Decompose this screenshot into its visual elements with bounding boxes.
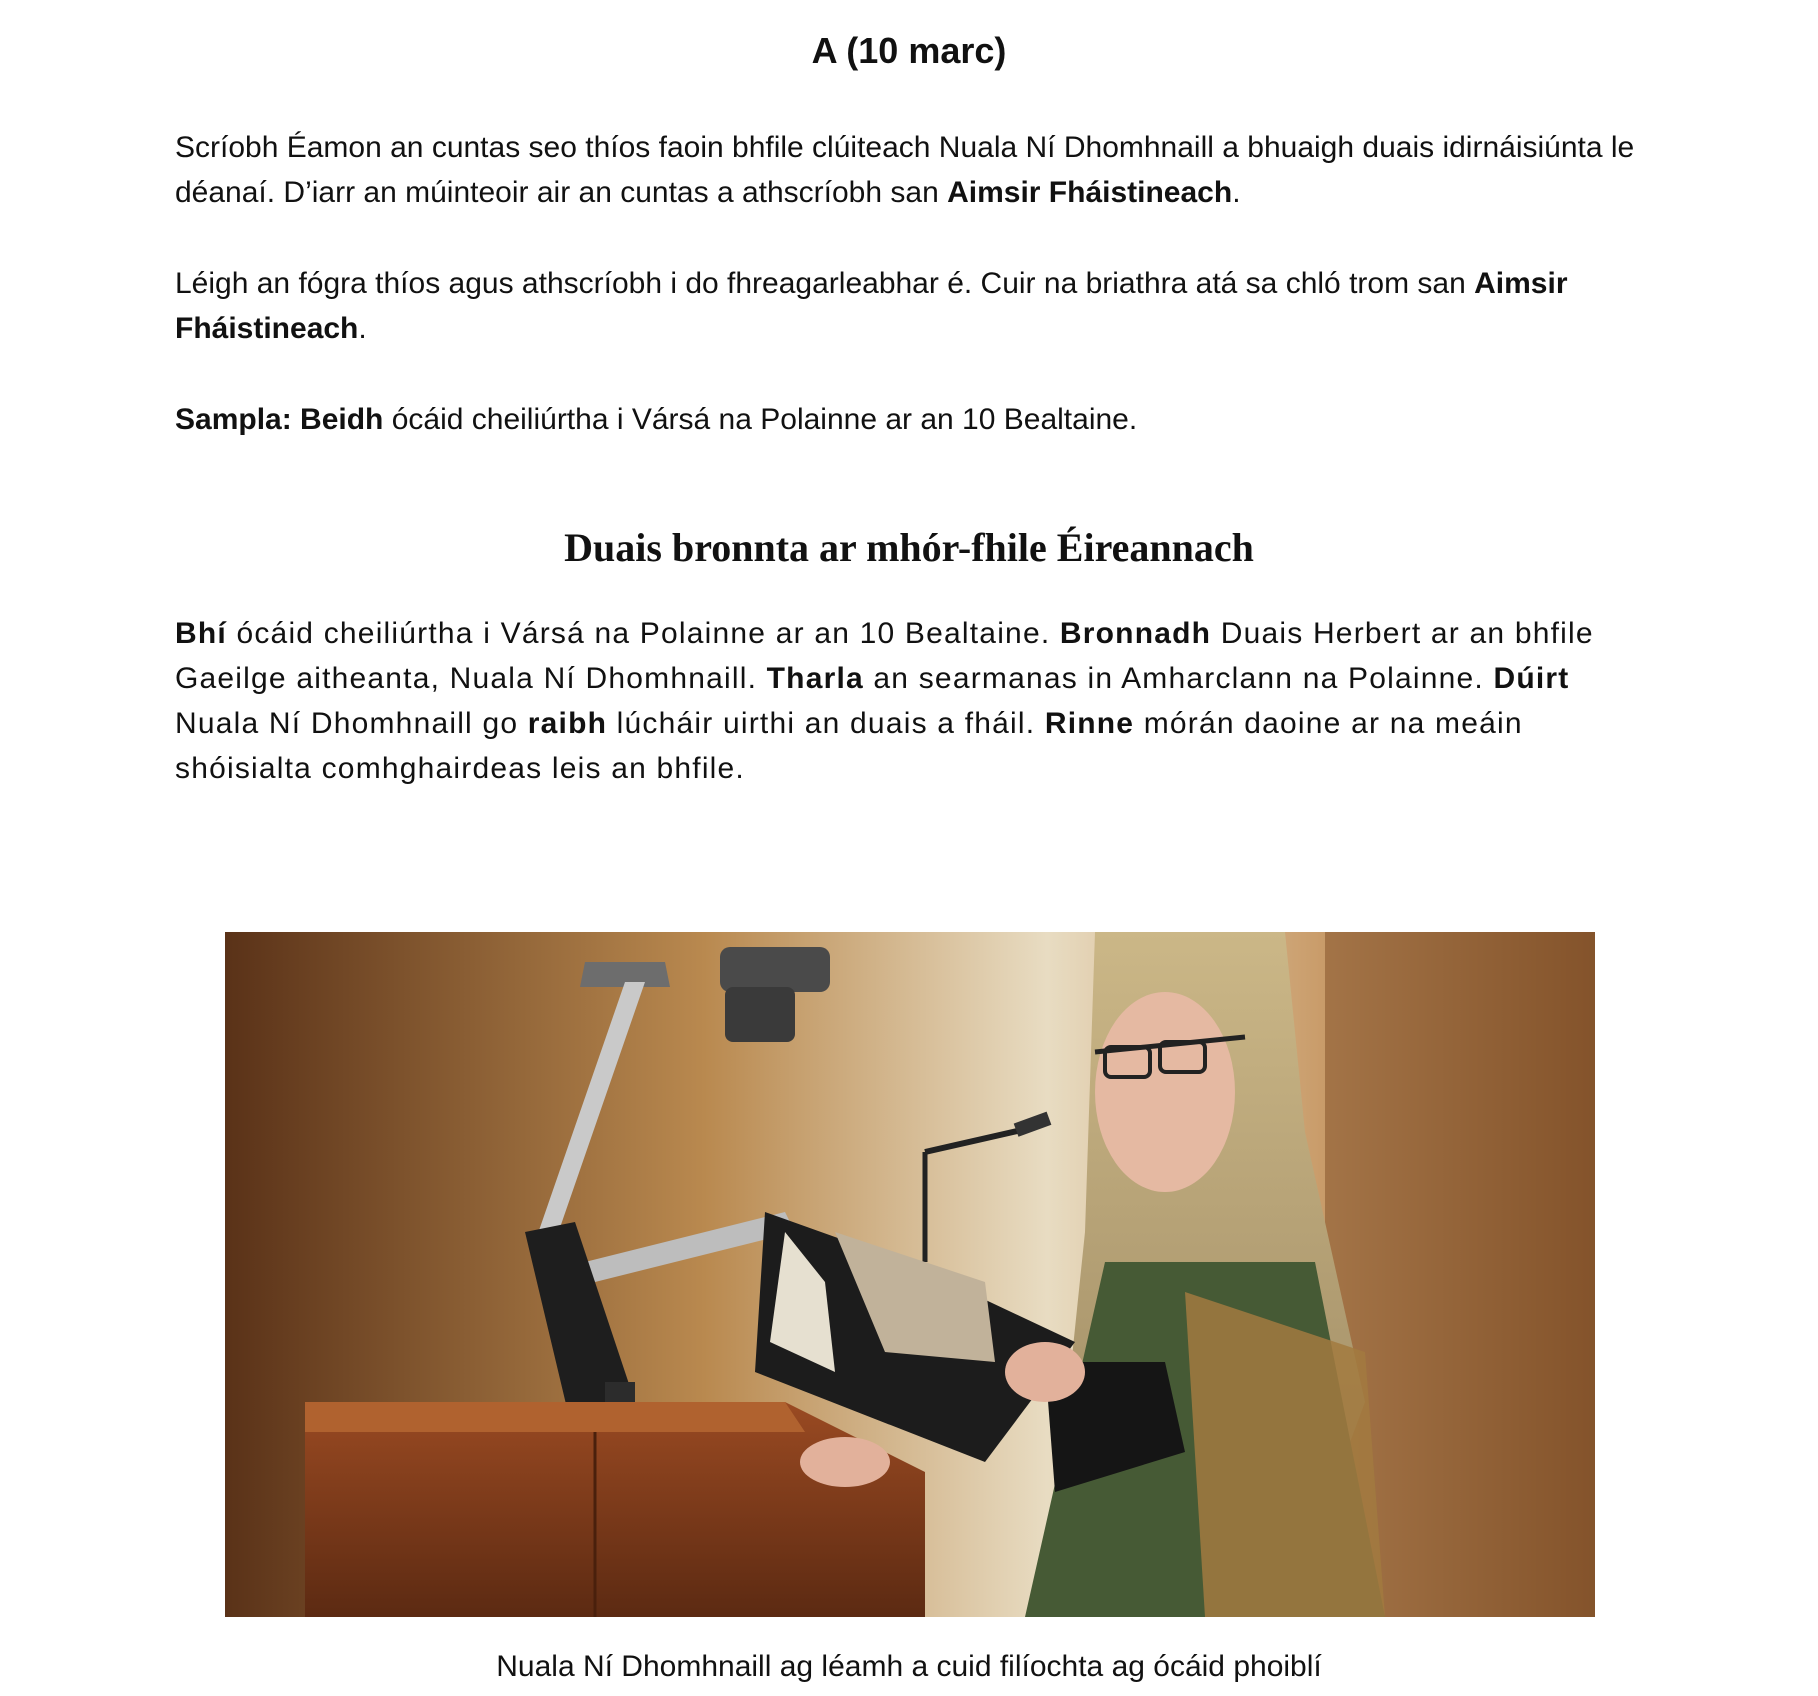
instruction-2-bold: Aimsir Fháistineach [175, 267, 1568, 345]
article-text-5: lúcháir uirthi an duais a fháil. [607, 707, 1045, 740]
instruction-2-text: Léigh an fógra thíos agus athscríobh i do fhreagarleabhar é. Cuir na briathra atá sa chló trom san [175, 267, 1475, 300]
instruction-2-end: . [358, 312, 367, 345]
verb-3: Tharla [766, 662, 864, 695]
article-text-2: Duais Herbert ar an bhfile Gaeilge aitheanta, Nuala Ní Dhomhnaill. [175, 617, 1594, 695]
sample-sentence [175, 397, 1655, 442]
sample-text: ócáid cheiliúrtha i Vársá na Polainne ar an 10 Bealtaine. [383, 403, 1138, 436]
verb-5: raibh [527, 707, 608, 740]
article-text-4: Nuala Ní Dhomhnaill go [175, 707, 528, 740]
sample-label: Sampla: Beidh [175, 403, 384, 436]
photo-caption: Nuala Ní Dhomhnaill ag léamh a cuid filíochta ag ócáid phoiblí [496, 1650, 1322, 1683]
section-heading: A (10 marc) [811, 30, 1007, 71]
article-body [175, 611, 1620, 791]
instruction-1-text: Scríobh Éamon an cuntas seo thíos faoin bhfile clúiteach Nuala Ní Dhomhnaill a bhuaigh duais idirnáisiúnta le déanaí. D’iarr an múinteoir air an cuntas a athscríobh san [175, 131, 1635, 209]
verb-2: Bronnadh [1059, 617, 1212, 650]
article-title: Duais bronnta ar mhór-fhile Éireannach [564, 525, 1254, 570]
instruction-paragraph-1 [175, 125, 1655, 215]
poet-photo [225, 932, 1595, 1617]
instruction-1-bold: Aimsir Fháistineach [947, 176, 1233, 209]
article-text-1: ócáid cheiliúrtha i Vársá na Polainne ar an 10 Bealtaine. [226, 617, 1060, 650]
article-text-3: an searmanas in Amharclann na Polainne. [863, 662, 1494, 695]
verb-4: Dúirt [1493, 662, 1570, 695]
instruction-paragraph-2 [175, 261, 1655, 351]
instruction-1-end: . [1232, 176, 1241, 209]
verb-1: Bhí [175, 617, 227, 650]
verb-6: Rinne [1044, 707, 1135, 740]
article-text-6: mórán daoine ar na meáin shóisialta comhghairdeas leis an bhfile. [175, 707, 1523, 785]
